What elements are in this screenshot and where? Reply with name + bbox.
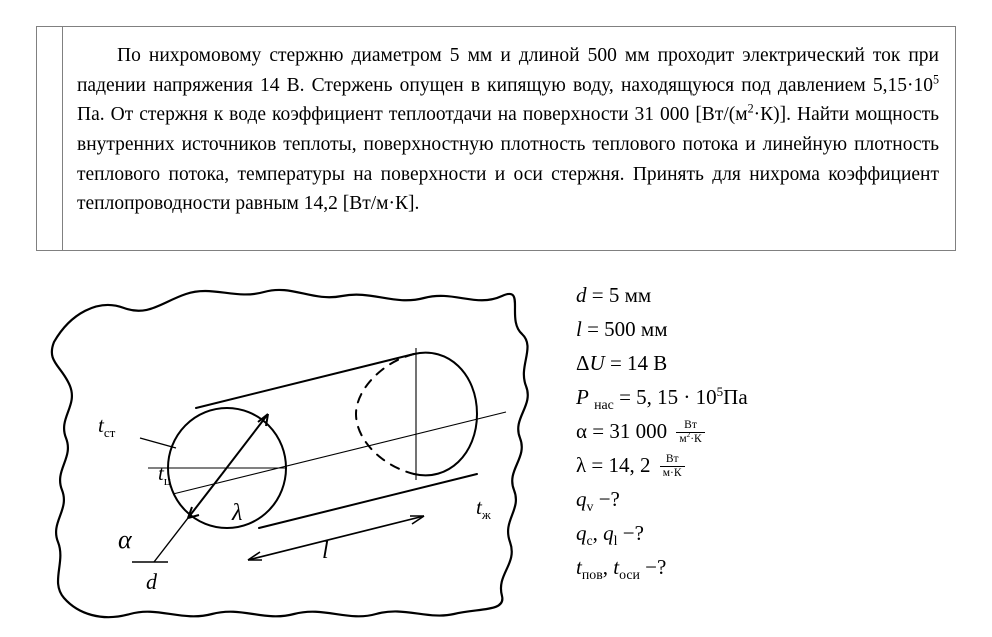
problem-statement-text: По нихромовому стержню диаметром 5 мм и длиной 500 мм проходит электрический ток при падении напряжения 14 В. Стержень опущен в кипящую воду, находящуюся под давлением $5,15\cdot 10^5$ Па. От стержня к воде коэффициент теплоотдачи на поверхности 31 000 $[Вт/(м^2\cdot К)]$. Найти мощность внутренних источников теплоты, поверхностную плотность теплового потока и линейную плотность теплового потока, температуры на поверхности и оси стержня. Принять для нихрома коэффициент теплопроводности равным 14,2 [Вт/м·К].: [77, 45, 939, 215]
givens-list: [576, 278, 946, 584]
label-lambda: λ: [232, 500, 243, 526]
label-t-c: $t_ц$: [158, 461, 171, 488]
given-item: α = 31 000 $\frac{Вт}{м^2\cdot К}$: [576, 414, 946, 448]
figure-area: [36, 262, 956, 632]
label-d: d: [146, 569, 157, 594]
given-item: λ = 14, 2 $\frac{Вт}{м\cdot К}$: [576, 448, 946, 482]
problem-statement-box: [36, 26, 956, 251]
given-item: $q_v$ −?: [576, 487, 620, 515]
given-item: P $_{нас}$ = 5, $15 \cdot 10^5Па$: [576, 384, 748, 413]
label-t-zh: $t_ж$: [476, 495, 491, 522]
given-item: $q_с$, $q_l$ −?: [576, 521, 644, 549]
label-l: l: [322, 538, 329, 564]
given-item: d = 5 мм: [576, 283, 652, 307]
given-item: ΔU = 14 В: [576, 351, 668, 375]
label-alpha: α: [118, 525, 132, 554]
problem-box-gutter: [37, 27, 63, 250]
given-item: l = 500 мм: [576, 317, 668, 341]
label-t-st: $t_{ст}$: [98, 413, 116, 440]
given-item: $t_{пов}$, $t_{оси}$ −?: [576, 555, 667, 583]
